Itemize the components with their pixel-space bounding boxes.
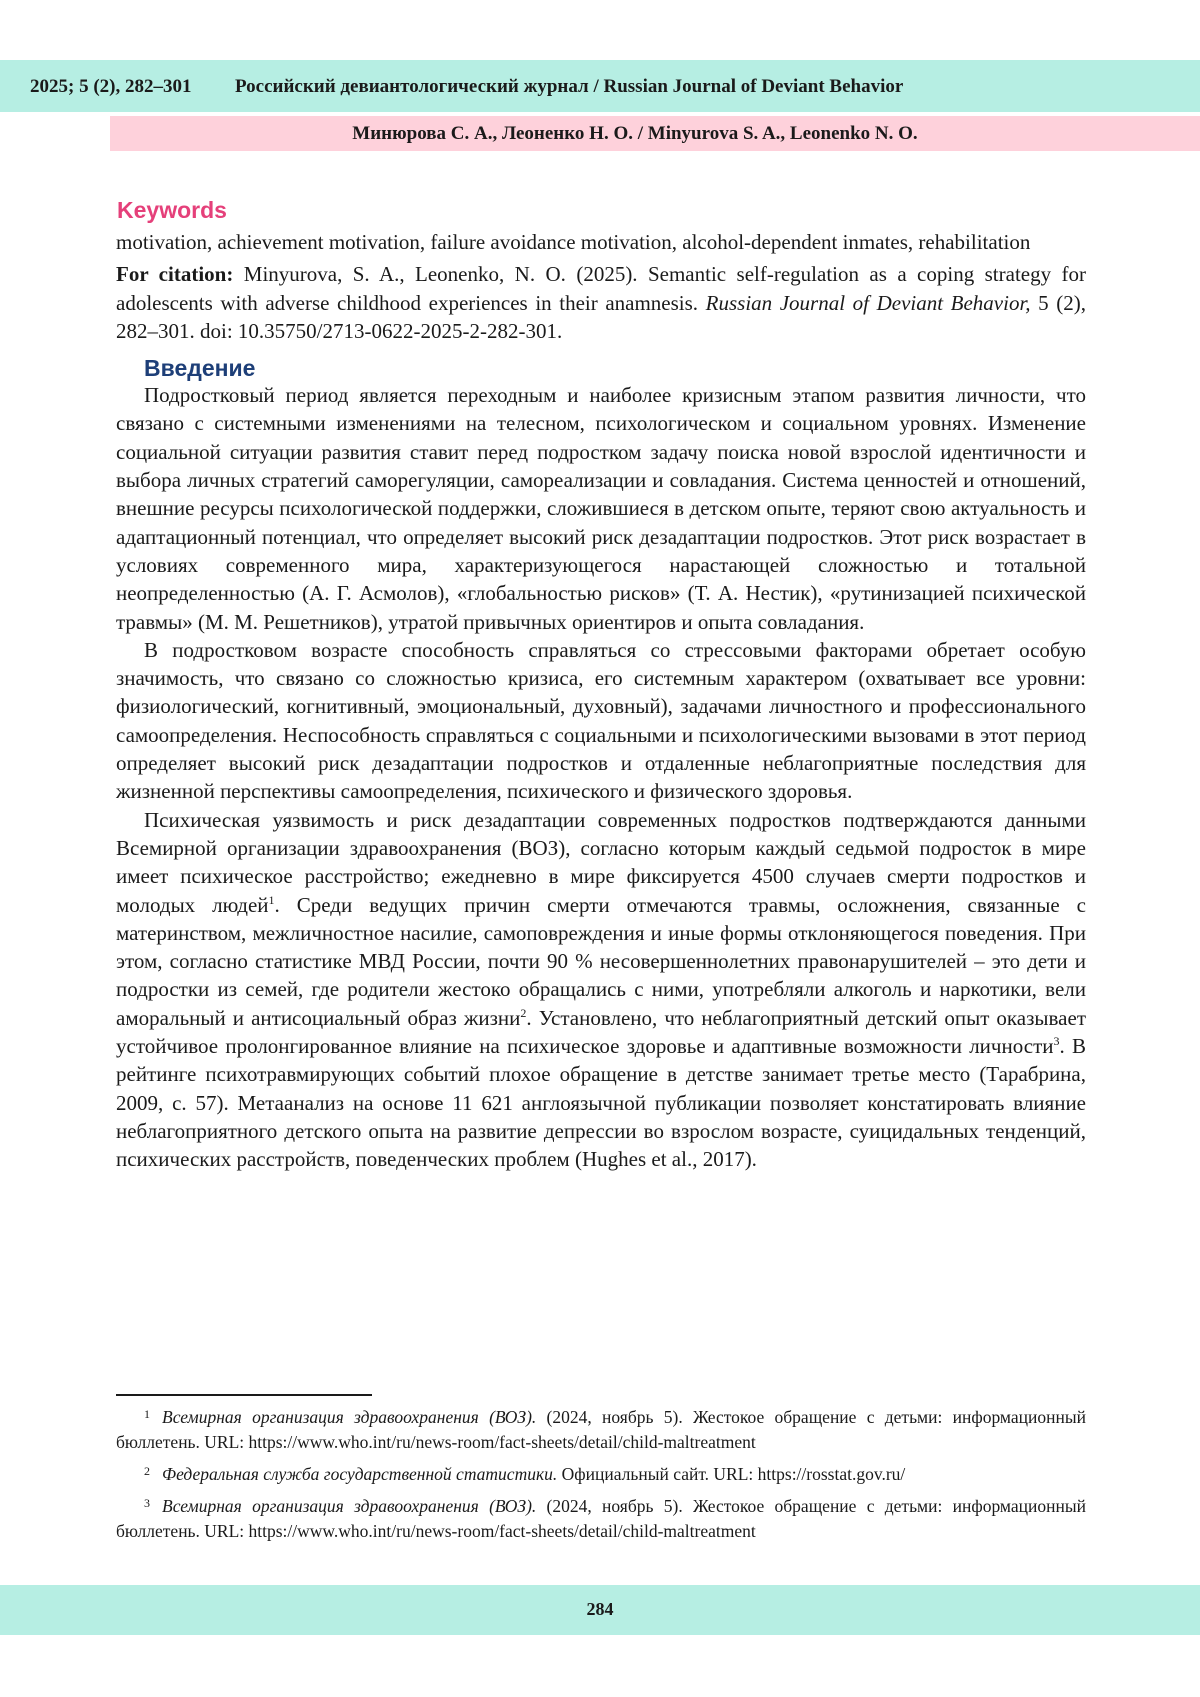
article-body: [116, 196, 1086, 1174]
citation-text: Minyurova, S. A., Leonenko, N. O. (2025). Semantic self-regulation as a coping strategy for adolescents with adverse childhood experiences in their anamnesis.: [116, 262, 1087, 315]
author-band: [110, 116, 1200, 151]
paragraph-3: [116, 806, 1086, 1174]
footnote-number: 1: [144, 1407, 150, 1421]
footnote-ref-2[interactable]: 2: [520, 1005, 527, 1020]
footnote-source: Федеральная служба государственной статистики.: [162, 1464, 558, 1484]
footnote-3: [116, 1491, 1086, 1544]
paragraph-2: В подростковом возрасте способность справляться со стрессовыми факторами обретает особую значимость, что связано со сложностью кризиса, его системным характером (охватывает все уровни: физиологический, когнитивный, эмоциональный, духовный), задачами личностного и профессионального самоопределения. Неспособность справляться с социальными и психологическими вызовами в этот период определяет высокий риск дезадаптации подростков и отдаленные неблагоприятные последствия для жизненной перспективы самоопределения, психического и физического здоровья.: [116, 637, 1086, 804]
citation-block: [116, 260, 1086, 345]
footnote-number: 3: [144, 1496, 150, 1510]
footnote-text: (2024, ноябрь 5). Жестокое обращение с детьми: информационный бюллетень. URL: https://www.who.int/ru/news-room/fact-sheets/detail/child-maltreatment: [116, 1496, 1086, 1541]
journal-title: Российский девиантологический журнал / Russian Journal of Deviant Behavior: [235, 76, 904, 97]
running-authors: Минюрова С. А., Леоненко Н. О. / Minyurova S. A., Leonenko N. O.: [352, 123, 918, 144]
citation-label: For citation:: [116, 262, 234, 287]
page-number: 284: [586, 1599, 614, 1619]
footnote-text: Официальный сайт. URL: https://rosstat.gov.ru/: [557, 1464, 906, 1484]
footer-band: [0, 1585, 1200, 1635]
footnote-ref-3[interactable]: 3: [1053, 1034, 1060, 1049]
footnote-number: 2: [144, 1464, 150, 1478]
paragraph-3-part-d: . В рейтинге психотравмирующих событий плохое обращение в детстве занимает третье место (Тарабрина, 2009, с. 57). Метаанализ на основе 11 621 англоязычной публикации позволяет констатировать влияние неблагоприятного детского опыта на развитие депрессии во взрослом возрасте, суицидальных тенденций, психических расстройств, поведенческих проблем (Hughes et al., 2017).: [116, 1034, 1086, 1172]
footnote-divider: [116, 1394, 372, 1396]
paragraph-3-part-c: . Установлено, что неблагоприятный детский опыт оказывает устойчивое пролонгированное влияние на психическое здоровье и адаптивные возможности личности: [116, 1005, 1086, 1059]
footnote-source: Всемирная организация здравоохранения (ВОЗ).: [162, 1407, 537, 1427]
keywords-text: motivation, achievement motivation, failure avoidance motivation, alcohol-dependent inmates, rehabilitation: [116, 230, 1031, 254]
footnote-2: [116, 1459, 1086, 1487]
footnote-source: Всемирная организация здравоохранения (ВОЗ).: [162, 1496, 537, 1516]
keywords-heading: Keywords: [117, 197, 227, 223]
footnote-ref-1[interactable]: 1: [268, 892, 275, 907]
citation-doi: 5 (2), 282–301. doi: 10.35750/2713-0622-2025-2-282-301.: [116, 290, 1086, 343]
citation-journal: Russian Journal of Deviant Behavior,: [705, 290, 1031, 315]
footnote-text: (2024, ноябрь 5). Жестокое обращение с детьми: информационный бюллетень. URL: https://www.who.int/ru/news-room/fact-sheets/detail/child-maltreatment: [116, 1407, 1086, 1452]
journal-header-band: [0, 60, 1200, 112]
paragraph-1: Подростковый период является переходным и наиболее кризисным этапом развития личности, что связано с системными изменениями на телесном, психологическом и социальном уровнях. Изменение социальной ситуации развития ставит перед подростком задачу поиска новой взрослой идентичности и выбора личных стратегий саморегуляции, самореализации и совладания. Система ценностей и отношений, внешние ресурсы психологической поддержки, сложившиеся в детском опыте, теряют свою актуальность и адаптационный потенциал, что определяет высокий риск дезадаптации подростков. Этот риск возрастает в условиях современного мира, характеризующегося нарастающей сложностью и тотальной неопределенностью (А. Г. Асмолов), «глобальностью рисков» (Т. А. Нестик), «рутинизацией психической травмы» (М. М. Решетников), утратой привычных ориентиров и опыта совладания.: [116, 383, 1086, 634]
footnote-1: [116, 1402, 1086, 1455]
footnotes: [116, 1398, 1086, 1544]
paragraph-3-part-a: Психическая уязвимость и риск дезадаптации современных подростков подтверждаются данными Всемирной организации здравоохранения (ВОЗ), согласно которым каждый седьмой подросток в мире имеет психическое расстройство; ежедневно в мире фиксируется 4500 случаев смерти подростков и молодых людей: [116, 807, 1086, 917]
paragraph-3-part-b: . Среди ведущих причин смерти отмечаются травмы, осложнения, связанные с материнством, межличностное насилие, самоповреждения и иные формы отклоняющегося поведения. При этом, согласно статистике МВД России, почти 90 % несовершеннолетних правонарушителей – это дети и подростки из семей, где родители жестоко обращались с ними, употребляли алкоголь и наркотики, вели аморальный и антисоциальный образ жизни: [116, 892, 1086, 1030]
section-heading-introduction: Введение: [144, 355, 256, 382]
issue-info: 2025; 5 (2), 282–301: [30, 76, 192, 97]
